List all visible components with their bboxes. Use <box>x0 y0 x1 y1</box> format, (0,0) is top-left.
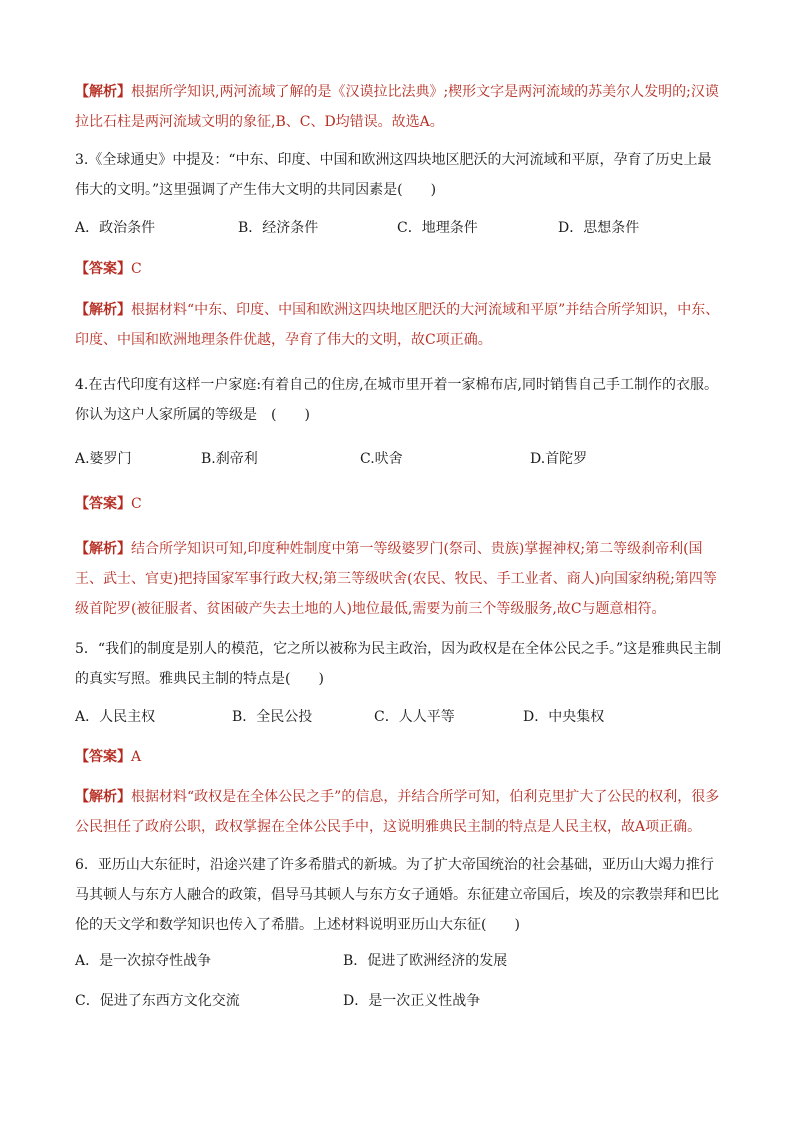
q4-option-c: C.吠舍 <box>360 451 403 467</box>
analysis-tag: 【解析】 <box>75 541 131 557</box>
q5-option-d: D．中央集权 <box>523 709 605 725</box>
q4-analysis <box>75 534 725 624</box>
q5-option-a: A．人民主权 <box>75 709 156 725</box>
answer-value: C <box>131 261 142 277</box>
q4-option-b: B.刹帝利 <box>201 451 258 467</box>
analysis-tag: 【解析】 <box>75 84 131 100</box>
analysis-tag: 【解析】 <box>75 302 131 318</box>
answer-tag: 【答案】 <box>75 749 131 765</box>
q3-option-c: C．地理条件 <box>397 220 478 236</box>
q2-analysis <box>75 77 725 137</box>
q4-answer <box>75 489 725 519</box>
analysis-tag: 【解析】 <box>75 789 131 805</box>
q4-option-a: A.婆罗门 <box>75 451 132 467</box>
q3-option-d: D．思想条件 <box>558 220 640 236</box>
q3-analysis <box>75 295 725 355</box>
q6-option-b: B．促进了欧洲经济的发展 <box>343 953 508 969</box>
analysis-text: 根据材料“政权是在全体公民之手”的信息，并结合所学可知，伯利克里扩大了公民的权利，很多公民担任了政府公职，政权掌握在全体公民手中，这说明雅典民主制的特点是人民主权，故A项正确。 <box>75 789 720 835</box>
answer-value: A <box>131 749 142 765</box>
analysis-text: 根据材料“中东、印度、中国和欧洲这四块地区肥沃的大河流域和平原”并结合所学知识，中东、印度、中国和欧洲地理条件优越，孕育了伟大的文明，故C项正确。 <box>75 302 720 348</box>
answer-tag: 【答案】 <box>75 261 131 277</box>
question-4-stem: 4.在古代印度有这样一户家庭:有着自己的住房,在城市里开着一家棉布店,同时销售自己手工制作的衣服。你认为这户人家所属的等级是 ( ) <box>75 377 718 423</box>
answer-value: C <box>131 496 142 512</box>
answer-tag: 【答案】 <box>75 496 131 512</box>
question-5-stem: 5．“我们的制度是别人的模范，它之所以被称为民主政治，因为政权是在全体公民之手。”这是雅典民主制的真实写照。雅典民主制的特点是( ) <box>75 641 722 687</box>
question-3-stem: 3.《全球通史》中提及：“中东、印度、中国和欧洲这四块地区肥沃的大河流域和平原，孕育了历史上最伟大的文明。”这里强调了产生伟大文明的共同因素是( ) <box>75 152 712 198</box>
question-6-stem: 6．亚历山大东征时，沿途兴建了许多希腊式的新城。为了扩大帝国统治的社会基础，亚历山大竭力推行马其顿人与东方人融合的政策，倡导马其顿人与东方女子通婚。东征建立帝国后，埃及的宗教崇拜和巴比伦的天文学和数学知识也传入了希腊。上述材料说明亚历山大东征( ) <box>75 857 719 933</box>
q3-answer <box>75 254 725 284</box>
q6-option-c: C．促进了东西方文化交流 <box>75 993 240 1009</box>
q5-analysis <box>75 782 725 842</box>
q6-option-a: A．是一次掠夺性战争 <box>75 953 212 969</box>
analysis-text: 根据所学知识,两河流域了解的是《汉谟拉比法典》;楔形文字是两河流域的苏美尔人发明的;汉谟拉比石柱是两河流域文明的象征,B、C、D均错误。故选A。 <box>75 84 719 130</box>
q5-answer <box>75 742 725 772</box>
q3-option-a: A．政治条件 <box>75 220 156 236</box>
q4-option-d: D.首陀罗 <box>530 451 588 467</box>
q3-option-b: B．经济条件 <box>238 220 319 236</box>
q5-option-c: C．人人平等 <box>374 709 455 725</box>
q6-option-d: D．是一次正义性战争 <box>343 993 481 1009</box>
q5-option-b: B．全民公投 <box>232 709 313 725</box>
analysis-text: 结合所学知识可知,印度种姓制度中第一等级婆罗门(祭司、贵族)掌握神权;第二等级刹帝利(国王、武士、官吏)把持国家军事行政大权;第三等级吠舍(农民、牧民、手工业者、商人)向国家纳税;第四等级首陀罗(被征服者、贫困破产失去土地的人)地位最低,需要为前三个等级服务,故C与题意相符。 <box>75 541 717 617</box>
